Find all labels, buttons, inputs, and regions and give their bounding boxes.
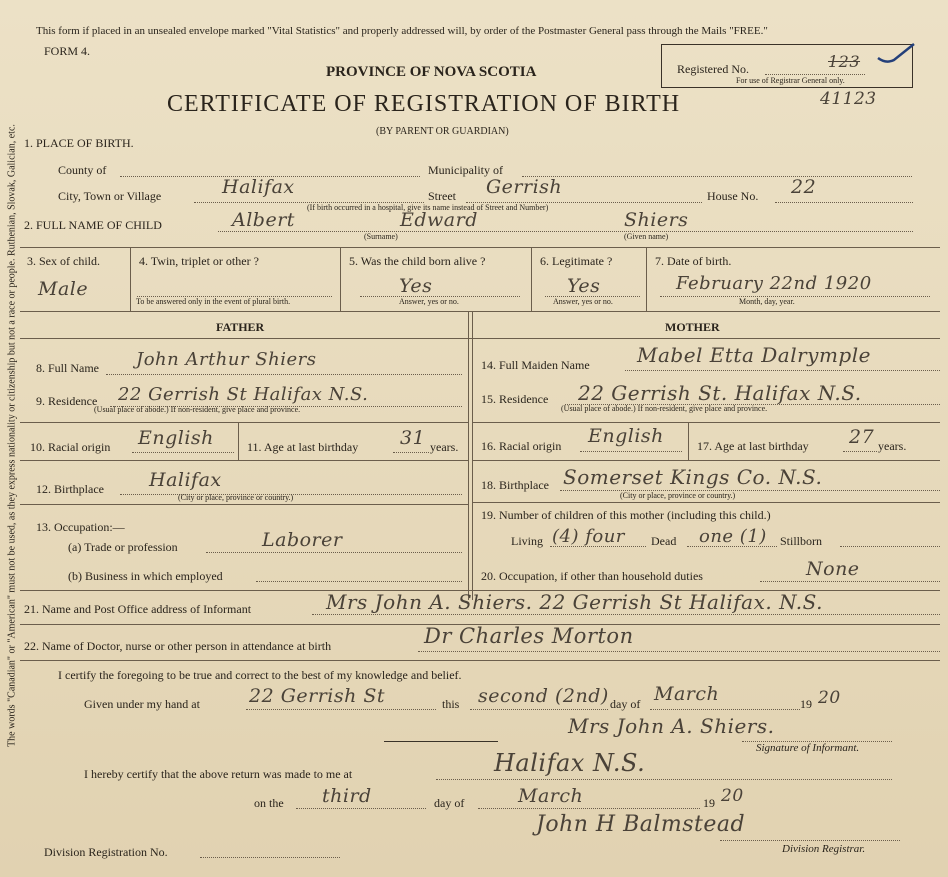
mother-age-value: 27 — [849, 426, 875, 448]
province-heading: PROVINCE OF NOVA SCOTIA — [326, 64, 537, 80]
dead-value: one (1) — [699, 526, 767, 547]
mother-name-label: 14. Full Maiden Name — [481, 358, 590, 372]
mother-racial-value: English — [588, 425, 664, 447]
mother-residence-label: 15. Residence — [481, 392, 549, 406]
legitimate-note: Answer, yes or no. — [553, 297, 613, 306]
legitimate-label: 6. Legitimate ? — [540, 254, 613, 268]
division-registrar-caption: Division Registrar. — [782, 843, 866, 855]
registrar-month-value: March — [518, 785, 584, 807]
father-racial-value: English — [138, 427, 214, 449]
certify-month-value: March — [654, 683, 720, 705]
dead-label: Dead — [651, 534, 677, 548]
legitimate-value: Yes — [567, 275, 601, 297]
father-name-label: 8. Full Name — [36, 361, 99, 375]
this-label: this — [442, 697, 460, 711]
father-occupation-label: 13. Occupation:— — [36, 520, 125, 534]
certify-statement: I certify the foregoing to be true and correct to the best of my knowledge and belief. — [58, 668, 462, 682]
father-residence-value: 22 Gerrish St Halifax N.S. — [118, 384, 369, 405]
certify-day-label: day of — [610, 697, 641, 711]
registrar-year-value: 20 — [721, 786, 744, 806]
on-the-label: on the — [254, 796, 284, 810]
child-middle-name: Edward — [400, 209, 478, 231]
registrar-place-value: Halifax N.S. — [494, 749, 646, 777]
mother-residence-value: 22 Gerrish St. Halifax N.S. — [578, 381, 862, 405]
registrar-day-value: third — [322, 785, 372, 807]
mother-years: years. — [878, 439, 907, 453]
check-mark-icon — [876, 40, 916, 66]
mother-heading: MOTHER — [665, 320, 720, 334]
father-residence-note: (Usual place of abode.) If non-resident, give place and province. — [94, 405, 301, 414]
father-age-value: 31 — [400, 427, 426, 449]
house-label: House No. — [707, 189, 759, 203]
child-first-name: Albert — [232, 209, 295, 231]
date-of-birth-label: 7. Date of birth. — [655, 254, 732, 268]
father-age-label: 11. Age at last birthday — [247, 440, 359, 454]
born-alive-label: 5. Was the child born alive ? — [349, 254, 486, 268]
registrar-day-label: day of — [434, 796, 465, 810]
postage-notice: This form if placed in an unsealed envelope marked "Vital Statistics" and properly addressed will, by order of the Postmaster General pass through the Mails "FREE." — [36, 25, 768, 37]
street-label: Street — [428, 189, 456, 203]
twin-note: To be answered only in the event of plural birth. — [136, 297, 291, 306]
municipality-label: Municipality of — [428, 163, 503, 177]
house-value: 22 — [791, 176, 817, 198]
stillborn-label: Stillborn — [780, 534, 823, 548]
division-registration-label: Division Registration No. — [44, 845, 168, 859]
registrar-signature: John H Balmstead — [536, 812, 746, 837]
mother-children-label: 19. Number of children of this mother (including this child.) — [481, 508, 771, 522]
registered-label: Registered No. — [677, 62, 749, 76]
living-label: Living — [511, 534, 543, 548]
certificate-title: CERTIFICATE OF REGISTRATION OF BIRTH — [167, 91, 681, 117]
father-trade-value: Laborer — [262, 529, 343, 551]
date-of-birth-note: Month, day, year. — [739, 297, 795, 306]
certify-year-prefix: 19 — [800, 697, 812, 711]
mother-birthplace-label: 18. Birthplace — [481, 478, 549, 492]
place-of-birth-heading: 1. PLACE OF BIRTH. — [24, 136, 134, 150]
certify-year-value: 20 — [818, 688, 841, 708]
certify-day-value: second (2nd) — [478, 685, 609, 707]
child-name-label: 2. FULL NAME OF CHILD — [24, 218, 162, 232]
mother-birthplace-value: Somerset Kings Co. N.S. — [563, 465, 823, 489]
father-birthplace-note: (City or place, province or country.) — [178, 493, 294, 502]
born-alive-note: Answer, yes or no. — [399, 297, 459, 306]
city-label: City, Town or Village — [58, 189, 162, 203]
hospital-note: (If birth occurred in a hospital, give its name instead of Street and Number) — [307, 203, 549, 212]
father-business-label: (b) Business in which employed — [68, 569, 223, 583]
mother-residence-note: (Usual place of abode.) If non-resident, give place and province. — [561, 404, 768, 413]
father-birthplace-label: 12. Birthplace — [36, 482, 104, 496]
born-alive-value: Yes — [399, 275, 433, 297]
registrar-year-prefix: 19 — [703, 796, 715, 810]
certificate-subtitle: (BY PARENT OR GUARDIAN) — [376, 126, 509, 137]
signature-of-informant-caption: Signature of Informant. — [756, 742, 860, 754]
date-of-birth-value: February 22nd 1920 — [676, 273, 872, 294]
living-value: (4) four — [552, 526, 625, 547]
father-heading: FATHER — [216, 320, 265, 334]
father-name-value: John Arthur Shiers — [136, 349, 317, 370]
father-racial-label: 10. Racial origin — [30, 440, 111, 454]
sex-label: 3. Sex of child. — [27, 254, 100, 268]
mother-birthplace-note: (City or place, province or country.) — [620, 491, 736, 500]
surname-caption: (Surname) — [364, 232, 398, 241]
street-value: Gerrish — [486, 176, 563, 198]
mother-racial-label: 16. Racial origin — [481, 439, 562, 453]
twin-label: 4. Twin, triplet or other ? — [139, 254, 259, 268]
informant-signature: Mrs John A. Shiers. — [568, 714, 775, 738]
registered-handwritten-number: 41123 — [820, 89, 877, 109]
child-surname: Shiers — [624, 209, 689, 231]
given-place-value: 22 Gerrish St — [249, 685, 386, 707]
sex-value: Male — [38, 278, 89, 300]
informant-label: 21. Name and Post Office address of Informant — [24, 602, 252, 616]
father-residence-label: 9. Residence — [36, 394, 98, 408]
registered-value: 123 — [828, 52, 861, 71]
mother-occupation-value: None — [806, 558, 860, 580]
county-label: County of — [58, 163, 107, 177]
father-birthplace-value: Halifax — [149, 469, 222, 491]
mother-name-value: Mabel Etta Dalrymple — [637, 343, 871, 367]
father-years: years. — [430, 440, 459, 454]
doctor-label: 22. Name of Doctor, nurse or other person in attendance at birth — [24, 639, 332, 653]
registrar-statement: I hereby certify that the above return was made to me at — [84, 767, 353, 781]
mother-age-label: 17. Age at last birthday — [697, 439, 809, 453]
form-number: FORM 4. — [44, 44, 91, 58]
given-name-caption: (Given name) — [624, 232, 669, 241]
informant-value: Mrs John A. Shiers. 22 Gerrish St Halifax. N.S. — [326, 590, 823, 614]
mother-occupation-label: 20. Occupation, if other than household duties — [481, 569, 703, 583]
registered-sublabel: For use of Registrar General only. — [736, 76, 845, 85]
doctor-value: Dr Charles Morton — [424, 624, 634, 648]
given-under-label: Given under my hand at — [84, 697, 200, 711]
father-trade-label: (a) Trade or profession — [68, 540, 178, 554]
side-margin-note: The words "Canadian" or "American" must not be used, as they express nationality or citizenship but not a race or people. Ruthenian, Slovak, Galician, etc. — [6, 124, 18, 747]
city-value: Halifax — [222, 176, 295, 198]
